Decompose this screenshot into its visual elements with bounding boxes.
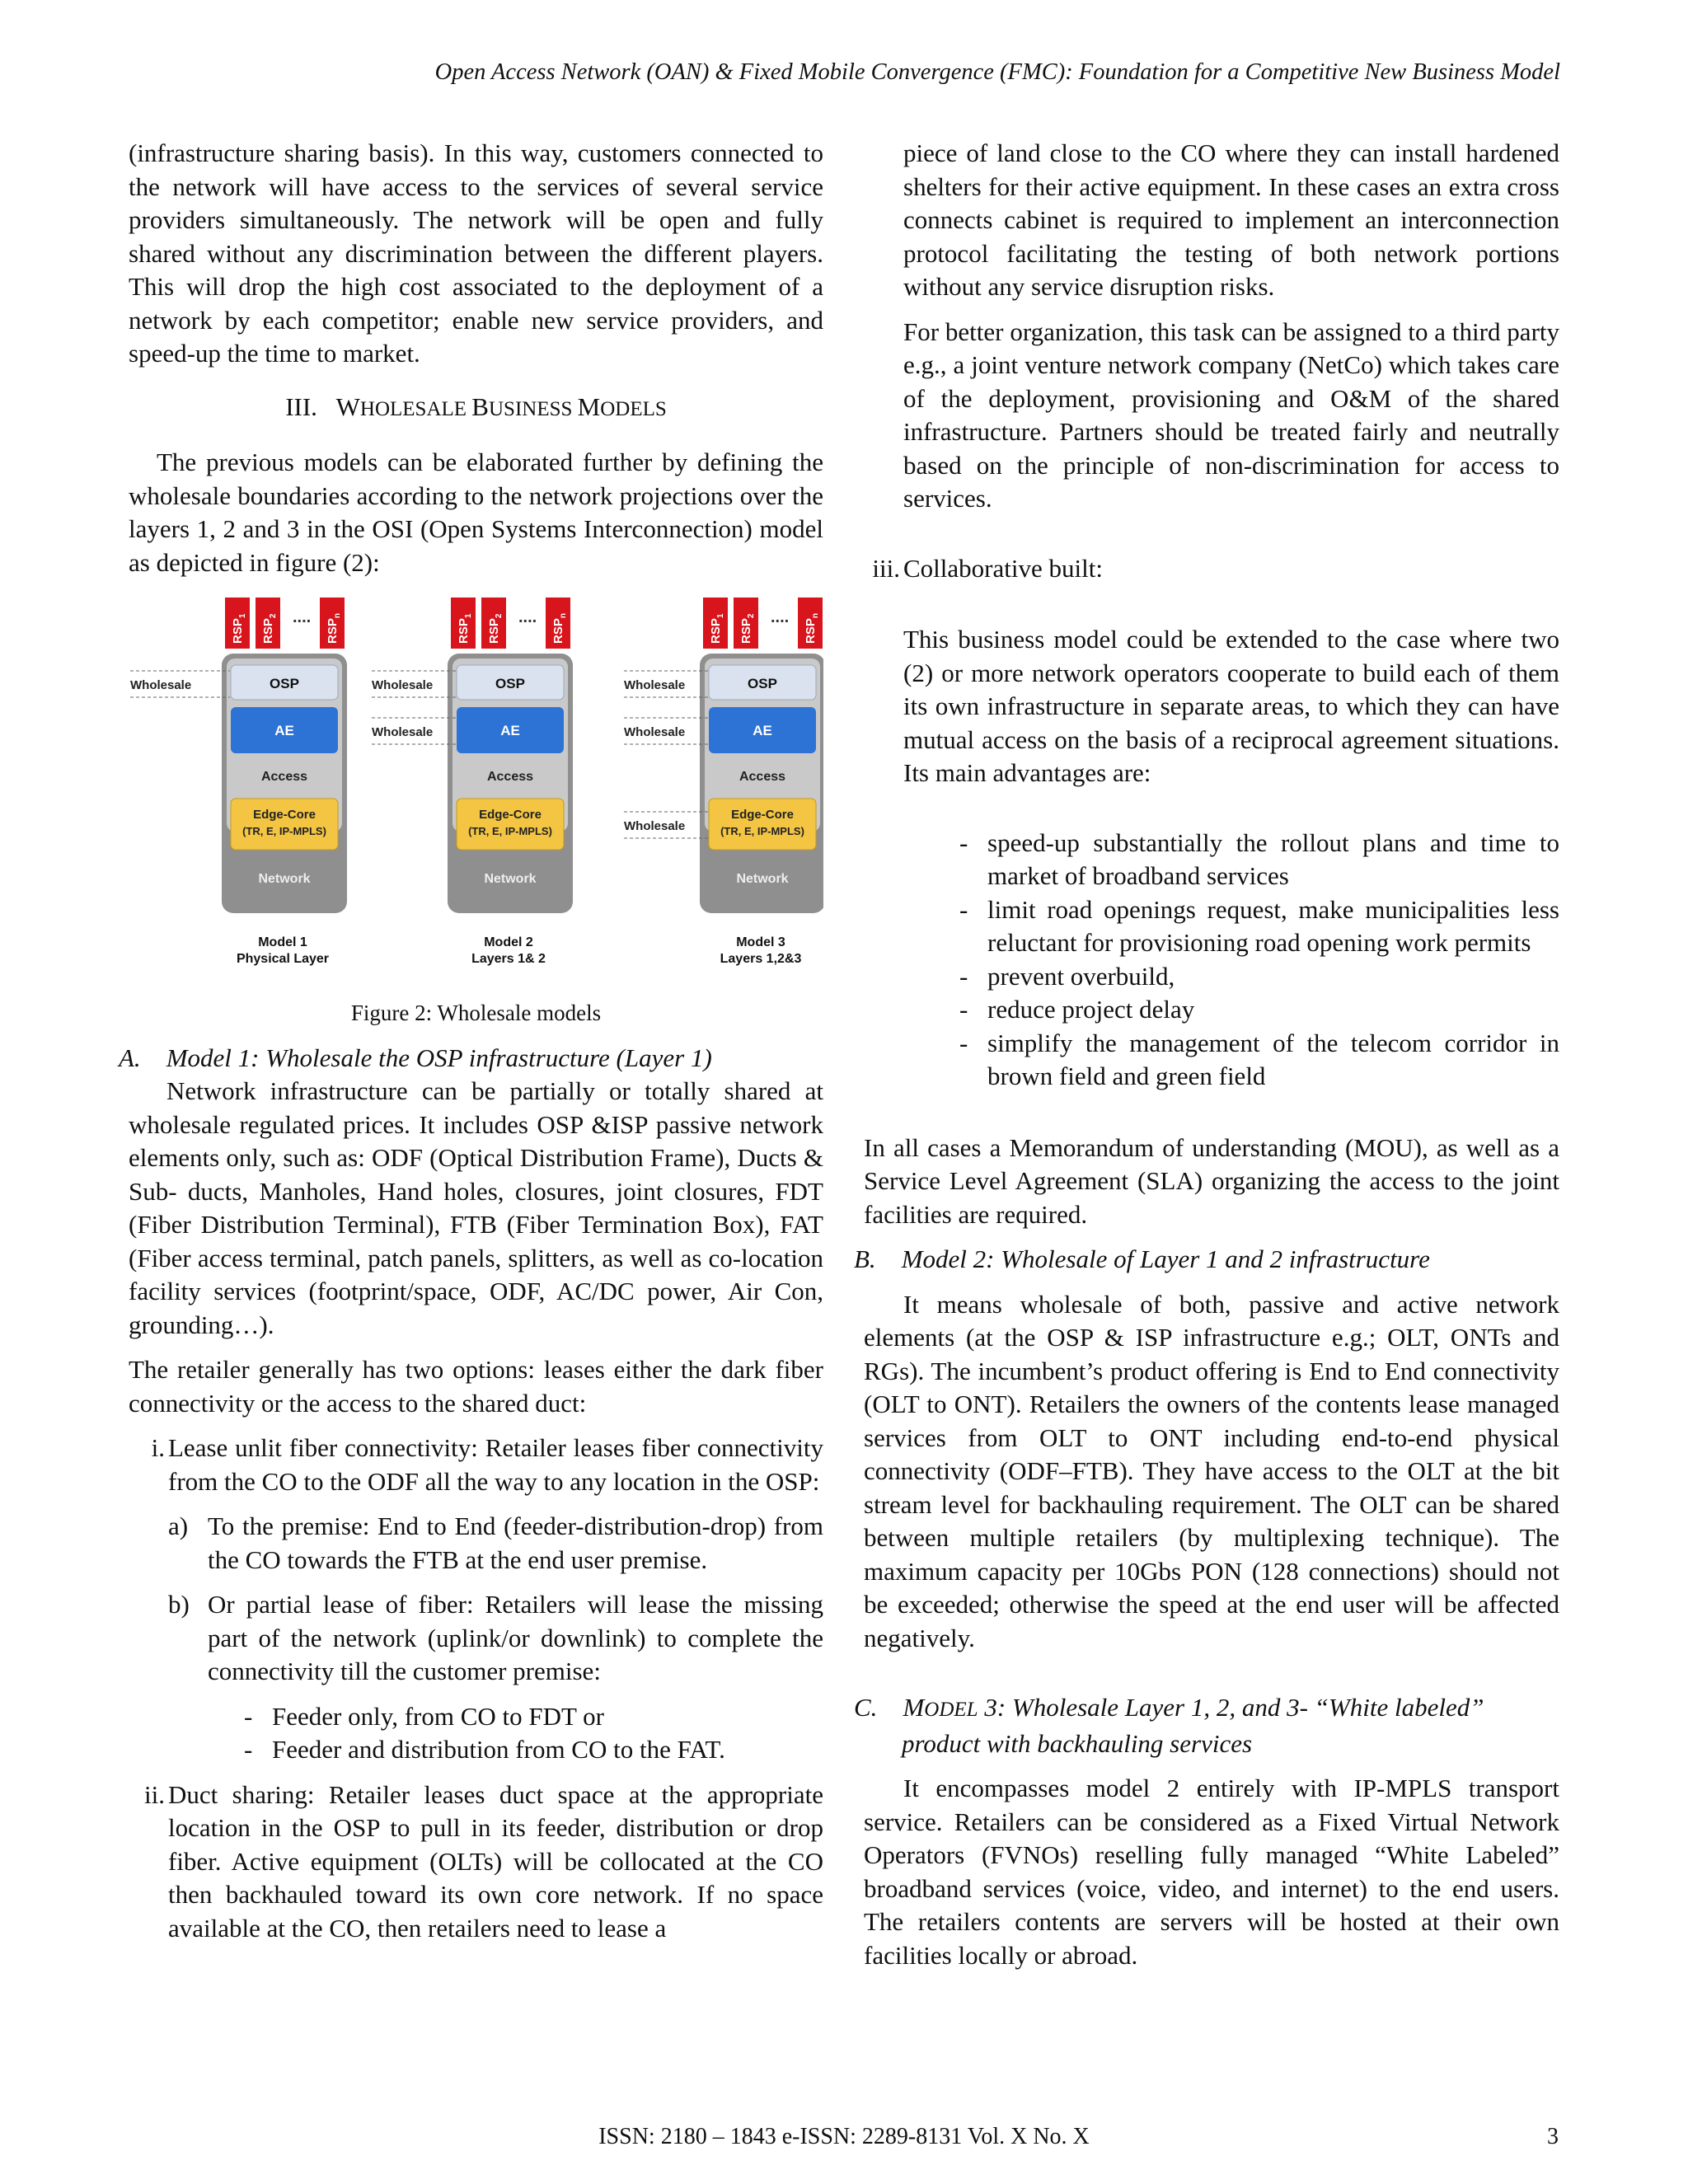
list-item-a: a) To the premise: End to End (feeder-distribution-drop) from the CO towards the FTB at the end user premise.	[168, 1511, 823, 1574]
page-number: 3	[1547, 2124, 1559, 2149]
osp-label: OSP	[495, 676, 525, 691]
advantage-item: - simplify the management of the telecom corridor in brown field and green field	[959, 1028, 1559, 1090]
list-item-iii: iii. Collaborative built:	[872, 553, 1103, 583]
access-label: Access	[738, 770, 786, 784]
ae-label: AE	[753, 723, 772, 738]
right-paragraph-4: In all cases a Memorandum of understanding (MOU), as well as a Service Level Agreement (SLA) organizing the access to the joint facilities are required.	[864, 1132, 1559, 1229]
wholesale-models-figure	[129, 596, 823, 983]
rsp-label: $RSP_2$	[487, 613, 504, 644]
list-item-i: i. Lease unlit fiber connectivity: Retailer leases fiber connectivity from the CO to the ODF all the way to any location in the OSP:	[151, 1433, 823, 1496]
model-caption-sub: Layers 1,2&3	[720, 952, 802, 966]
wholesale-label: Wholesale	[130, 678, 192, 692]
left-paragraph-2: The previous models can be elaborated further by defining the wholesale boundaries according to the network projections over the layers 1, 2 and 3 in the OSI (Open Systems Interconnection) model as depicted in figure (2):	[129, 448, 823, 577]
left-paragraph-3: Network infrastructure can be partially or totally shared at wholesale regulated prices. It includes OSP &ISP passive network elements only, such as: ODF (Optical Distribution Frame), Ducts & Sub- ducts, Manholes, Hand holes, closures, joint closures, FDT (Fiber Distribution Terminal), FTB (Fiber Termination Box), FAT (Fiber access terminal, patch panels, splitters, as well as co-location facility services (footprint/space, ODF, AC/DC power, Air Con, grounding…).	[129, 1076, 823, 1339]
dash-item-1: - Feeder only, from CO to FDT or	[244, 1701, 604, 1731]
model-caption: Model 1	[258, 935, 307, 949]
advantage-item: - reduce project delay	[959, 995, 1195, 1024]
rsp-label: $RSP_1$	[457, 613, 473, 644]
right-paragraph-1: piece of land close to the CO where they can install hardened shelters for their active equipment. In these cases an extra cross connects cabinet is required to implement an interconnection protocol facilitating the testing of both network portions without any service disruption risks.	[903, 138, 1559, 301]
advantage-item: - prevent overbuild,	[959, 961, 1175, 991]
advantage-item: - limit road openings request, make municipalities less reluctant for provisioning road opening work permits	[959, 894, 1559, 957]
ae-label: AE	[274, 723, 294, 738]
section-heading-3	[129, 391, 823, 427]
section-number: III.	[285, 391, 317, 421]
wholesale-label: Wholesale	[372, 725, 434, 739]
figure-caption: Figure 2: Wholesale models	[350, 1001, 602, 1025]
list-item-b: b) Or partial lease of fiber: Retailers will lease the missing part of the network (uplink/or downlink) to complete the connectivity till the customer premise:	[168, 1590, 823, 1685]
wholesale-label: Wholesale	[624, 678, 686, 692]
edge-core-label: Edge-Core	[253, 808, 316, 822]
rsp-label: $RSP_1$	[231, 613, 247, 644]
rsp-label: $RSP_n$	[551, 613, 568, 644]
right-paragraph-6: It encompasses model 2 entirely with IP-MPLS transport service. Retailers can be considered as a Fixed Virtual Network Operators (FVNOs) reselling fully managed “White Labeled” broadband services (voice, video, and internet) to the end users. The retailers contents are servers will be hosted at their own facilities locally or abroad.	[864, 1774, 1559, 1970]
section-title: WHOLESALE BUSINESS MODELS	[335, 391, 667, 421]
subsection-a-label: A.	[119, 1043, 141, 1072]
dash-item-2: - Feeder and distribution from CO to the FAT.	[244, 1735, 725, 1764]
osp-label: OSP	[270, 676, 299, 691]
network-label: Network	[484, 872, 537, 886]
subsection-b-title: Model 2: Wholesale of Layer 1 and 2 infrastructure	[901, 1244, 1430, 1273]
list-item-ii: ii. Duct sharing: Retailer leases duct space at the appropriate location in the OSP to pull in its feeder, distribution or drop fiber. Active equipment (OLTs) will be collocated at the CO then backhauled toward its own core network. If no space available at the CO, then retailers need to lease a	[144, 1779, 823, 1943]
model-caption-sub: Layers 1& 2	[471, 952, 546, 966]
model-caption: Model 2	[484, 935, 533, 949]
advantage-item: - speed-up substantially the rollout plans and time to market of broadband services	[959, 827, 1559, 890]
edge-core-label: Edge-Core	[731, 808, 794, 822]
left-paragraph-4: The retailer generally has two options: leases either the dark fiber connectivity or the access to the shared duct:	[129, 1355, 823, 1418]
rsp-label: $RSP_1$	[709, 613, 725, 644]
wholesale-label: Wholesale	[624, 725, 686, 739]
osp-label: OSP	[748, 676, 777, 691]
edge-core-block	[231, 799, 338, 850]
edge-core-sub-label: (TR, E, IP-MPLS)	[720, 825, 804, 837]
wholesale-label: Wholesale	[372, 678, 434, 692]
edge-core-sub-label: (TR, E, IP-MPLS)	[242, 825, 326, 837]
right-paragraph-2: For better organization, this task can be assigned to a third party e.g., a joint venture network company (NetCo) which takes care of the deployment, provisioning and O&M of the shared infrastructure. Partners should be treated fairly and neutrally based on the principle of non-discrimination for access to services.	[903, 316, 1559, 513]
network-label: Network	[736, 872, 789, 886]
subsection-c-heading: C. MODEL 3: Wholesale Layer 1, 2, and 3- “White labeled” product with backhauling services	[854, 1693, 1484, 1758]
edge-core-sub-label: (TR, E, IP-MPLS)	[468, 825, 552, 837]
ae-label: AE	[500, 723, 520, 738]
rsp-label: $RSP_n$	[326, 613, 342, 644]
model-caption-sub: Physical Layer	[236, 952, 330, 966]
network-label: Network	[258, 872, 311, 886]
access-label: Access	[486, 770, 534, 784]
edge-core-label: Edge-Core	[479, 808, 542, 822]
model-caption: Model 3	[736, 935, 785, 949]
access-label: Access	[260, 770, 308, 784]
subsection-a-title: Model 1: Wholesale the OSP infrastructure (Layer 1)	[166, 1043, 712, 1072]
subsection-a-heading	[119, 1042, 823, 1076]
rsp-dots: ....	[293, 608, 312, 626]
subsection-b-heading: B. Model 2: Wholesale of Layer 1 and 2 infrastructure	[854, 1244, 1430, 1273]
rsp-label: $RSP_n$	[804, 613, 820, 644]
left-column	[119, 137, 823, 1945]
rsp-label: $RSP_2$	[739, 613, 756, 644]
wholesale-label: Wholesale	[624, 819, 686, 833]
right-paragraph-5: It means wholesale of both, passive and active network elements (at the OSP & ISP infrastructure e.g.; OLT, ONTs and RGs). The incumbent’s product offering is End to End connectivity (OLT to ONT). Retailers the owners of the contents lease managed services from OLT to ONT including end-to-end physical connectivity (ODF–FTB). They have access to the OLT at the bit stream level for backhauling requirement. The OLT can be shared between multiple retailers (by multiplexing technique). The maximum capacity per 10Gbs PON (128 connections) should not be exceeded; otherwise the speed at the end user will be affected negatively.	[864, 1289, 1559, 1652]
sub-dash-list	[244, 1700, 823, 1767]
left-paragraph-1: (infrastructure sharing basis). In this way, customers connected to the network will have access to the services of several service providers simultaneously. The network will be open and fully shared without any discrimination between the different players. This will drop the high cost associated to the deployment of a network by each competitor; enable new service providers, and speed-up the time to market.	[129, 138, 823, 368]
rsp-dots: ....	[518, 608, 537, 626]
running-header: Open Access Network (OAN) & Fixed Mobile Convergence (FMC): Foundation for a Competitive New Business Model	[434, 59, 1560, 85]
right-paragraph-3: This business model could be extended to the case where two (2) or more network operators cooperate to build each of them its own infrastructure in separate areas, to which they can have mutual access on the basis of a reciprocal agreement situations. Its main advantages are:	[903, 625, 1559, 787]
footer-issn: ISSN: 2180 – 1843 e-ISSN: 2289-8131 Vol. X No. X	[598, 2124, 1090, 2149]
edge-core-block	[457, 799, 564, 850]
rsp-dots: ....	[771, 608, 790, 626]
right-column	[854, 137, 1559, 1972]
rsp-label: $RSP_2$	[261, 613, 278, 644]
advantages-list	[959, 827, 1559, 1094]
edge-core-block	[709, 799, 816, 850]
